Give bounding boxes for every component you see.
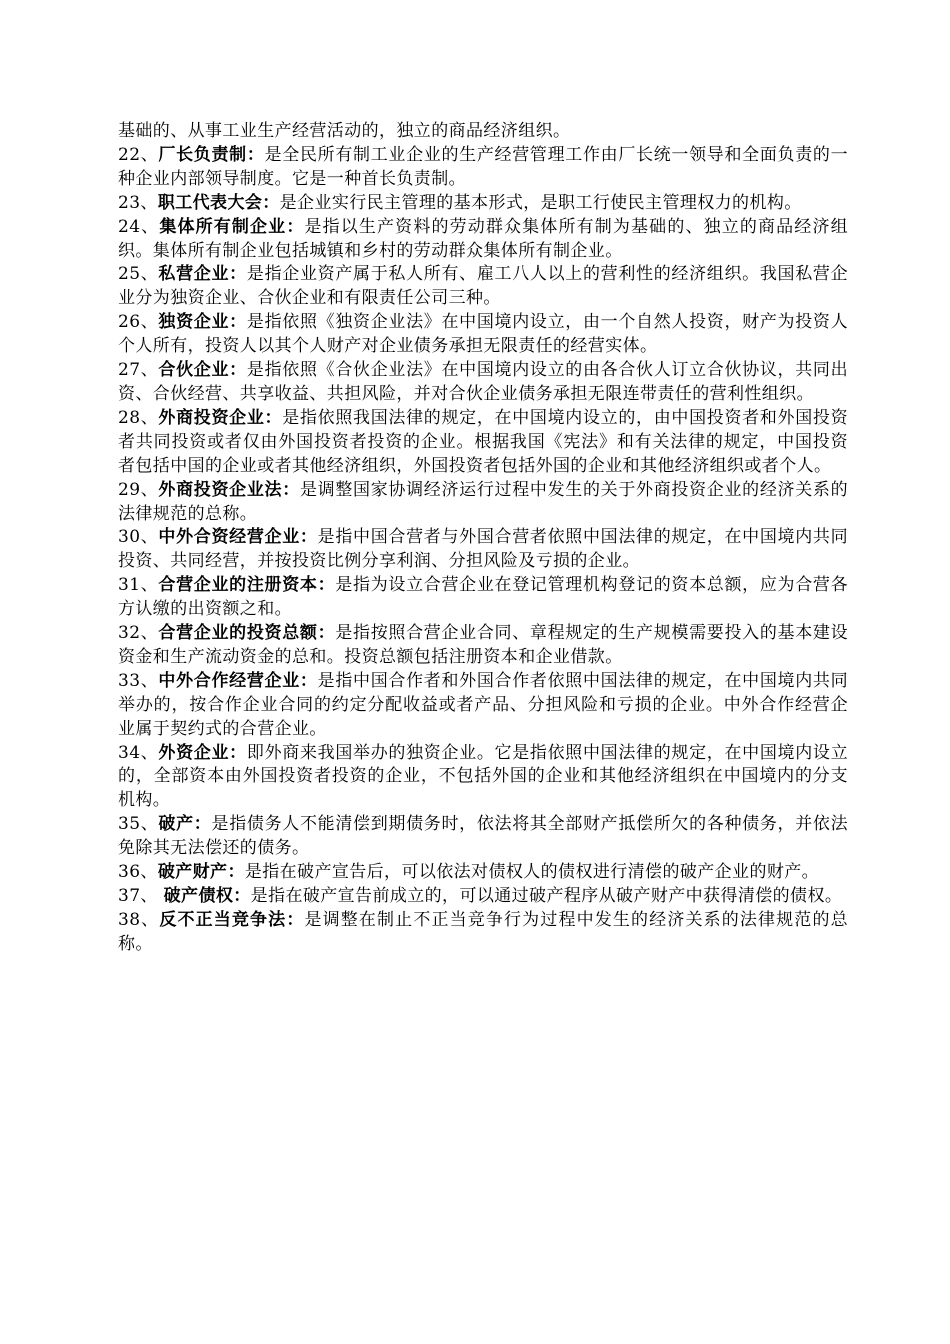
entry-number: 35、 <box>118 814 159 835</box>
entry-number: 36、 <box>118 862 158 883</box>
entry-definition: 是指企业资产属于私人所有、雇工八人以上的营利性的经济组织。我国私营企业分为独资企业、合伙企业和有限责任公司三种。 <box>118 264 848 309</box>
entry-definition: 是调整在制止不正当竞争行为过程中发生的经济关系的法律规范的总称。 <box>118 909 848 954</box>
entry-number: 32、 <box>118 623 159 644</box>
entry-term: 中外合作经营企业： <box>158 670 318 691</box>
entry-number: 23、 <box>118 192 158 213</box>
entry-number: 37、 <box>118 886 164 906</box>
entry-definition: 是指依照《合伙企业法》在中国境内设立的由各合伙人订立合伙协议，共同出资、合伙经营、共享收益、共担风险，并对合伙企业债务承担无限连带责任的营利性组织。 <box>118 360 848 404</box>
definition-entry <box>118 216 848 264</box>
entry-term: 私营企业： <box>158 264 247 285</box>
entry-number: 33、 <box>118 670 159 691</box>
entry-definition: 是指依照《独资企业法》在中国境内设立，由一个自然人投资，财产为投资人个人所有，投资人以其个人财产对企业债务承担无限责任的经营实体。 <box>118 312 848 357</box>
entry-definition: 是指以生产资料的劳动群众集体所有制为基础的、独立的商品经济组织。集体所有制企业包括城镇和乡村的劳动群众集体所有制企业。 <box>118 216 848 261</box>
definition-entry <box>118 311 848 359</box>
entry-term: 破产债权： <box>163 886 251 906</box>
entry-definition: 是指中国合作者和外国合作者依照中国法律的规定，在中国境内共同举办的，按合作企业合同的约定分配收益或者产品、分担风险和亏损的企业。中外合作经营企业属于契约式的合营企业。 <box>118 670 848 739</box>
entry-definition: 是指依照我国法律的规定，在中国境内设立的，由中国投资者和外国投资者共同投资或者仅由外国投资者投资的企业。根据我国《宪法》和有关法律的规定，中国投资者包括中国的企业或者其他经济组织，外国投资者包括外国的企业和其他经济组织或者个人。 <box>118 407 848 476</box>
entry-definition: 是指中国合营者与外国合营者依照中国法律的规定，在中国境内共同投资、共同经营，并按投资比例分享利润、分担风险及亏损的企业。 <box>118 527 848 572</box>
entry-number: 34、 <box>118 742 159 763</box>
entry-number: 28、 <box>118 407 159 428</box>
entry-number: 22、 <box>118 144 159 165</box>
entry-term: 破产： <box>158 814 212 835</box>
entry-term: 破产财产： <box>157 862 245 883</box>
definition-entry <box>118 813 848 861</box>
entry-definition: 即外商来我国举办的独资企业。它是指依照中国法律的规定，在中国境内设立的，全部资本由外国投资者投资的企业，不包括外国的企业和其他经济组织在中国境内的分支机构。 <box>118 742 848 811</box>
entry-term: 厂长负责制： <box>158 144 265 165</box>
entry-number: 31、 <box>118 575 159 596</box>
entry-number: 30、 <box>118 527 159 548</box>
entry-term: 独资企业： <box>158 312 247 333</box>
entry-number: 27、 <box>118 360 159 381</box>
entry-term: 外资企业： <box>158 742 247 763</box>
definition-entry <box>118 622 848 670</box>
entry-definition: 是指为设立合营企业在登记管理机构登记的资本总额，应为合营各方认缴的出资额之和。 <box>118 575 848 620</box>
entry-number: 25、 <box>118 264 159 285</box>
definition-entry <box>118 861 848 885</box>
entry-term: 外商投资企业： <box>158 407 283 428</box>
entry-term: 合营企业的投资总额： <box>158 623 336 644</box>
entry-definition: 是全民所有制工业企业的生产经营管理工作由厂长统一领导和全面负责的一种企业内部领导制度。它是一种首长负责制。 <box>118 144 848 189</box>
entry-term: 中外合资经营企业： <box>158 527 318 548</box>
definition-entry <box>118 192 848 216</box>
continuation-text: 基础的、从事工业生产经营活动的，独立的商品经济组织。 <box>118 121 571 141</box>
entry-term: 反不正当竞争法： <box>159 909 305 930</box>
definition-entry <box>118 144 848 192</box>
entry-term: 合伙企业： <box>158 360 247 381</box>
definition-entry <box>118 742 848 814</box>
entry-number: 29、 <box>118 479 159 500</box>
entry-definition: 是调整国家协调经济运行过程中发生的关于外商投资企业的经济关系的法律规范的总称。 <box>118 479 848 524</box>
definition-entry <box>118 526 848 574</box>
definition-entry <box>118 359 848 407</box>
entry-definition: 是指按照合营企业合同、章程规定的生产规模需要投入的基本建设资金和生产流动资金的总和。投资总额包括注册资本和企业借款。 <box>118 623 848 667</box>
document-page <box>118 120 848 957</box>
entry-definition: 是指债务人不能清偿到期债务时，依法将其全部财产抵偿所欠的各种债务，并依法免除其无法偿还的债务。 <box>118 814 849 859</box>
definition-entry <box>118 407 848 479</box>
entry-number: 26、 <box>118 312 159 333</box>
entry-term: 职工代表大会： <box>157 192 280 213</box>
entry-definition: 是指在破产宣告后，可以依法对债权人的债权进行清偿的破产企业的财产。 <box>244 862 820 883</box>
entry-term: 集体所有制企业： <box>159 216 305 237</box>
entry-term: 合营企业的注册资本： <box>158 575 336 596</box>
definition-entry <box>118 263 848 311</box>
entry-term: 外商投资企业法： <box>158 479 300 500</box>
entry-definition: 是企业实行民主管理的基本形式，是职工行使民主管理权力的机构。 <box>279 192 802 213</box>
entry-number: 24、 <box>118 216 160 237</box>
entry-number: 38、 <box>118 909 160 930</box>
definition-list <box>118 144 848 957</box>
definition-entry <box>118 479 848 527</box>
definition-entry <box>118 574 848 622</box>
definition-entry <box>118 670 848 742</box>
definition-entry <box>118 885 848 909</box>
entry-definition: 是指在破产宣告前成立的，可以通过破产程序从破产财产中获得清偿的债权。 <box>250 886 843 906</box>
definition-entry <box>118 909 848 957</box>
